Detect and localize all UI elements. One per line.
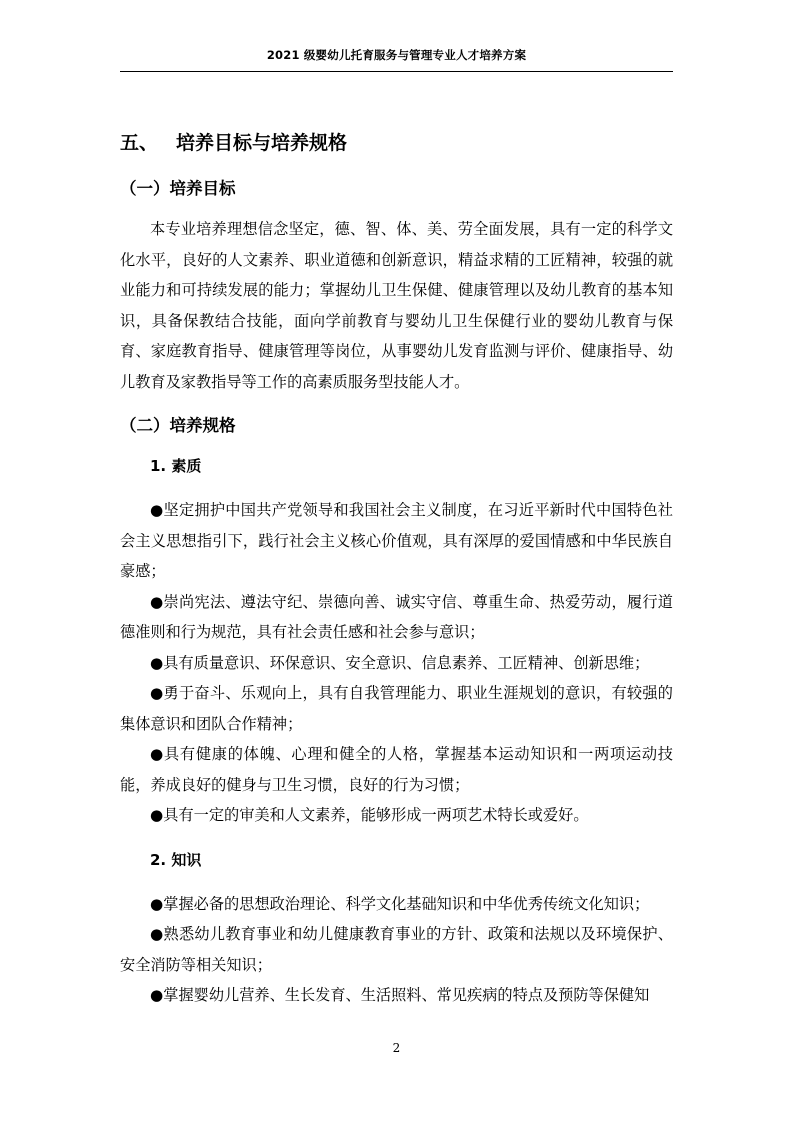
- knowledge-list: [120, 889, 673, 1011]
- list-item: ●崇尚宪法、遵法守纪、崇德向善、诚实守信、尊重生命、热爱劳动，履行道德准则和行为规范，具有社会责任感和社会参与意识；: [120, 592, 673, 641]
- list-item: ●具有质量意识、环保意识、安全意识、信息素养、工匠精神、创新思维；: [150, 653, 650, 672]
- list-item: ●具有一定的审美和人文素养，能够形成一两项艺术特长或爱好。: [150, 806, 589, 824]
- list-item: ●坚定拥护中国共产党领导和我国社会主义制度，在习近平新时代中国特色社会主义思想指引下，践行社会主义核心价值观，具有深厚的爱国情感和中华民族自豪感；: [120, 501, 673, 580]
- list-item: ●掌握必备的思想政治理论、科学文化基础知识和中华优秀传统文化知识；: [150, 894, 650, 913]
- section-heading: [120, 128, 673, 158]
- specs-heading: （二）培养规格: [120, 416, 236, 435]
- section-title: 培养目标与培养规格: [176, 132, 348, 154]
- page-content: [120, 128, 673, 1025]
- knowledge-heading: 2. 知识: [150, 850, 202, 869]
- list-item: ●勇于奋斗、乐观向上，具有自我管理能力、职业生涯规划的意识，有较强的集体意识和团队合作精神；: [120, 684, 673, 733]
- list-item: ●掌握婴幼儿营养、生长发育、生活照料、常见疾病的特点及预防等保健知: [150, 986, 650, 1004]
- running-header: 2021 级婴幼儿托育服务与管理专业人才培养方案: [266, 48, 527, 62]
- quality-heading: 1. 素质: [150, 457, 202, 475]
- page-number: 2: [392, 1041, 401, 1055]
- list-item: ●熟悉幼儿教育事业和幼儿健康教育事业的方针、政策和法规以及环境保护、安全消防等相关知识；: [120, 925, 673, 974]
- quality-list: [120, 495, 673, 831]
- list-item: ●具有健康的体魄、心理和健全的人格，掌握基本运动知识和一两项运动技能，养成良好的健身与卫生习惯，良好的行为习惯；: [120, 745, 673, 794]
- header-divider: [120, 71, 673, 72]
- section-number: 五、: [120, 132, 159, 154]
- goals-heading: （一）培养目标: [120, 179, 236, 198]
- goals-paragraph: 本专业培养理想信念坚定，德、智、体、美、劳全面发展，具有一定的科学文化水平，良好的人文素养、职业道德和创新意识，精益求精的工匠精神，较强的就业能力和可持续发展的能力；掌握幼儿卫生保健、健康管理以及幼儿教育的基本知识，具备保教结合技能，面向学前教育与婴幼儿卫生保健行业的婴幼儿教育与保育、家庭教育指导、健康管理等岗位，从事婴幼儿发育监测与评价、健康指导、幼儿教育及家教指导等工作的高素质服务型技能人才。: [120, 220, 673, 391]
